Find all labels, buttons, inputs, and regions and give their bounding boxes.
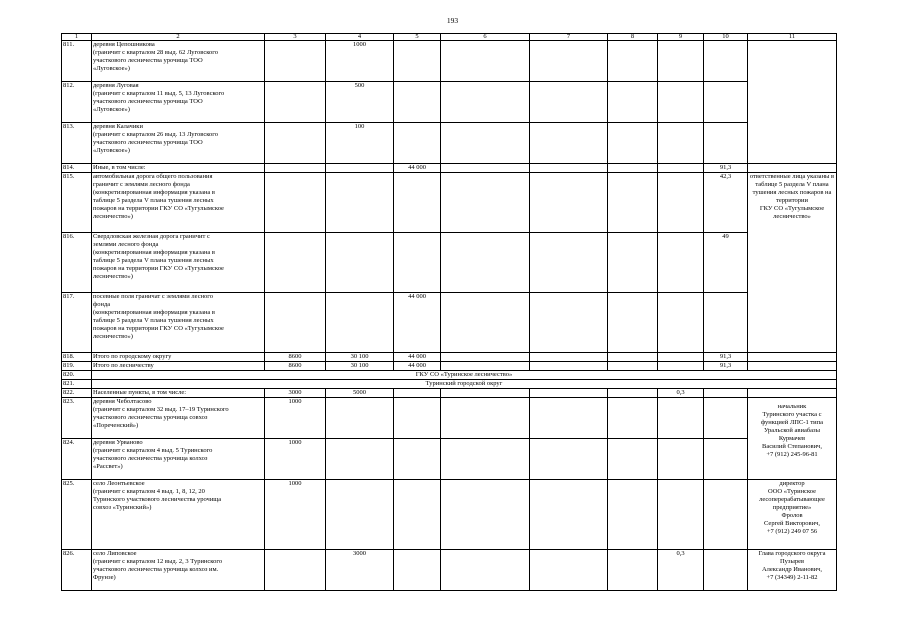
cell: 1000 (265, 439, 326, 480)
cell: 44 000 (394, 353, 441, 362)
cell (394, 389, 441, 398)
contact-line: тушения лесных пожаров на (752, 188, 832, 196)
description-line: таблице 5 раздела V плана тушения лесных (93, 316, 214, 324)
cell (704, 293, 748, 353)
cell (748, 41, 837, 164)
row-description (92, 398, 265, 439)
cell (608, 480, 658, 550)
header-cell: 4 (326, 34, 394, 41)
row-number: 817. (62, 293, 92, 353)
cell (441, 82, 530, 123)
section-title: Туринский городской округ (92, 380, 837, 389)
cell: 5000 (326, 389, 394, 398)
cell (530, 41, 608, 82)
cell (748, 353, 837, 362)
cell (265, 550, 326, 591)
description-line: (граничит с кварталом 32 выд. 17–19 Туринского (93, 405, 229, 413)
cell (530, 123, 608, 164)
cell (265, 293, 326, 353)
cell (658, 82, 704, 123)
description-line: село Липовское (93, 550, 137, 557)
description-line: участкового лесничества урочища колхоз им. (93, 565, 219, 573)
cell (704, 550, 748, 591)
description-line: (граничит с кварталом 26 выд. 13 Луговского (93, 130, 219, 138)
section-row (62, 371, 837, 380)
row-number: 819. (62, 362, 92, 371)
description-line: Фрунзе) (93, 573, 116, 581)
cell (704, 82, 748, 123)
description-line: Итого по городскому округу (93, 353, 172, 360)
page-number: 193 (446, 16, 459, 25)
cell (394, 550, 441, 591)
description-line: деревня Луговая (93, 82, 139, 89)
header-cell: 8 (608, 34, 658, 41)
row-number: 826. (62, 550, 92, 591)
row-number: 825. (62, 480, 92, 550)
description-line: деревня Цепошникова (93, 41, 155, 48)
cell: 0,3 (658, 550, 704, 591)
cell (441, 164, 530, 173)
column-number-header (62, 34, 837, 41)
row-number: 823. (62, 398, 92, 439)
cell: 1000 (265, 398, 326, 439)
cell (530, 233, 608, 293)
cell (441, 293, 530, 353)
cell (441, 439, 530, 480)
row-number: 812. (62, 82, 92, 123)
cell: 91,3 (704, 164, 748, 173)
contact-line: Туринского участка с (762, 410, 822, 418)
table-row (62, 82, 837, 123)
description-line: Итого по лесничеству (93, 362, 154, 369)
cell (265, 173, 326, 233)
row-description (92, 164, 265, 173)
cell: 44 000 (394, 293, 441, 353)
header-cell: 5 (394, 34, 441, 41)
description-line: лесничество») (93, 332, 133, 340)
fire-plan-table (61, 33, 837, 591)
cell (441, 398, 530, 439)
cell (326, 480, 394, 550)
description-line: автомобильная дорога общего пользования (93, 173, 213, 180)
table-row (62, 480, 837, 550)
cell (658, 173, 704, 233)
row-number: 813. (62, 123, 92, 164)
row-description (92, 389, 265, 398)
description-line: деревня Чеболтасово (93, 398, 152, 405)
contact-line: директор (779, 480, 805, 487)
header-cell: 10 (704, 34, 748, 41)
contact-line: Сергей Викторович, (764, 519, 820, 527)
section-row (62, 380, 837, 389)
description-line: село Леонтьевское (93, 480, 145, 487)
cell: 30 100 (326, 353, 394, 362)
cell (748, 164, 837, 173)
cell (608, 362, 658, 371)
header-cell: 3 (265, 34, 326, 41)
description-line: (граничит с кварталом 4 выд. 5 Туринского (93, 446, 213, 454)
cell (658, 480, 704, 550)
description-line: фонда (93, 300, 111, 308)
cell (394, 41, 441, 82)
cell (658, 164, 704, 173)
cell: 91,3 (704, 353, 748, 362)
contact-line: Фролов (781, 511, 803, 519)
cell (394, 173, 441, 233)
description-line: «Рассвет») (93, 462, 123, 470)
contact-line: Пузырев (779, 557, 805, 565)
description-line: лесничество») (93, 212, 133, 220)
cell (441, 480, 530, 550)
table-row (62, 123, 837, 164)
responsible-contact (748, 173, 837, 353)
row-number: 816. (62, 233, 92, 293)
cell (608, 293, 658, 353)
description-line: Свердловская железная дорога граничит с (93, 233, 210, 240)
header-cell: 9 (658, 34, 704, 41)
contact-line: лесоперерабатывающее (759, 495, 825, 503)
cell (658, 293, 704, 353)
responsible-contact (748, 480, 837, 550)
cell (658, 362, 704, 371)
cell: 3000 (265, 389, 326, 398)
description-line: (граничит с кварталом 4 выд. 1, 8, 12, 20 (93, 487, 205, 495)
contact-line: +7 (912) 249 07 56 (766, 527, 818, 535)
contact-line: ответственные лица указаны в (749, 173, 835, 180)
description-line: участкового лесничества урочища колхоз (93, 454, 208, 462)
cell (441, 353, 530, 362)
table-row (62, 173, 837, 233)
description-line: деревня Урваново (93, 439, 143, 446)
cell (441, 389, 530, 398)
description-line: участкового лесничества урочища ТОО (93, 56, 203, 64)
description-line: пожаров на территории ГКУ СО «Тугулымское (93, 204, 224, 212)
row-number: 818. (62, 353, 92, 362)
description-line: таблице 5 раздела V плана тушения лесных (93, 196, 214, 204)
cell (326, 164, 394, 173)
cell (441, 362, 530, 371)
contact-line: +7 (912) 245-96-81 (766, 450, 818, 458)
cell (704, 480, 748, 550)
contact-line: таблице 5 раздела V плана (755, 180, 829, 188)
cell (394, 82, 441, 123)
cell (530, 550, 608, 591)
responsible-contact (748, 550, 837, 591)
cell (265, 82, 326, 123)
cell (608, 123, 658, 164)
cell: 8600 (265, 362, 326, 371)
description-line: «Пореченский») (93, 421, 139, 429)
description-line: (конкретизированная информация указана в (93, 188, 216, 196)
cell: 91,3 (704, 362, 748, 371)
row-number: 814. (62, 164, 92, 173)
cell (530, 82, 608, 123)
contact-line: Уральской авиабазы (764, 426, 820, 434)
cell (748, 362, 837, 371)
cell (394, 439, 441, 480)
cell: 500 (326, 82, 394, 123)
cell (265, 41, 326, 82)
cell (658, 233, 704, 293)
cell (608, 82, 658, 123)
table-row (62, 41, 837, 82)
row-description (92, 353, 265, 362)
cell (704, 398, 748, 439)
cell (326, 293, 394, 353)
table-row (62, 389, 837, 398)
cell (530, 173, 608, 233)
table-row (62, 233, 837, 293)
cell (394, 233, 441, 293)
cell (608, 398, 658, 439)
cell (441, 550, 530, 591)
description-line: (граничит с кварталом 28 выд. 62 Луговского (93, 48, 219, 56)
table-row (62, 362, 837, 371)
cell: 0,3 (658, 389, 704, 398)
cell: 8600 (265, 353, 326, 362)
row-description (92, 480, 265, 550)
contact-line: Василий Степанович, (762, 442, 822, 450)
cell (658, 439, 704, 480)
cell: 3000 (326, 550, 394, 591)
cell (704, 41, 748, 82)
row-description (92, 233, 265, 293)
description-line: Туринского участкового лесничества урочища (93, 495, 222, 503)
description-line: лесничество») (93, 272, 133, 280)
cell (265, 164, 326, 173)
header-cell: 2 (92, 34, 265, 41)
table-row (62, 439, 837, 480)
header-cell: 6 (441, 34, 530, 41)
header-cell: 7 (530, 34, 608, 41)
row-number: 821. (62, 380, 92, 389)
responsible-contact (748, 398, 837, 480)
cell (326, 439, 394, 480)
description-line: пожаров на территории ГКУ СО «Тугулымское (93, 324, 224, 332)
cell: 44 000 (394, 362, 441, 371)
description-line: (граничит с кварталом 11 выд. 5, 13 Луговского (93, 89, 225, 97)
table-row (62, 164, 837, 173)
cell (326, 173, 394, 233)
description-line: посевные поля граничат с землями лесного (93, 293, 214, 300)
cell (658, 123, 704, 164)
cell (394, 123, 441, 164)
description-line: (граничит с кварталом 12 выд. 2, 3 Туринского (93, 557, 223, 565)
header-cell: 11 (748, 34, 837, 41)
cell (265, 123, 326, 164)
description-line: Иные, в том числе: (93, 164, 146, 171)
description-line: деревня Калачики (93, 123, 143, 130)
description-line: участкового лесничества урочища ТОО (93, 97, 203, 105)
cell: 1000 (265, 480, 326, 550)
cell (530, 398, 608, 439)
cell (608, 41, 658, 82)
row-description (92, 173, 265, 233)
cell (608, 164, 658, 173)
contact-line: ООО «Туринское (768, 487, 816, 495)
contact-line: лесничество» (773, 212, 811, 220)
description-line: (конкретизированная информация указана в (93, 248, 216, 256)
contact-line: Александр Иванович, (761, 565, 823, 573)
cell: 100 (326, 123, 394, 164)
cell (748, 389, 837, 398)
cell (608, 439, 658, 480)
row-description (92, 293, 265, 353)
cell: 1000 (326, 41, 394, 82)
cell (608, 233, 658, 293)
description-line: участкового лесничества урочища ТОО (93, 138, 203, 146)
row-number: 815. (62, 173, 92, 233)
cell (608, 353, 658, 362)
cell (658, 353, 704, 362)
row-description (92, 82, 265, 123)
cell: 44 000 (394, 164, 441, 173)
cell (394, 480, 441, 550)
table-row (62, 398, 837, 439)
cell (530, 293, 608, 353)
cell (441, 123, 530, 164)
description-line: совхоз «Туринский») (93, 503, 152, 511)
cell (265, 233, 326, 293)
cell (658, 41, 704, 82)
cell (326, 398, 394, 439)
cell: 42,3 (704, 173, 748, 233)
contact-line: предприятие» (772, 503, 812, 511)
description-line: «Луговское») (93, 64, 130, 72)
cell (441, 173, 530, 233)
row-description (92, 439, 265, 480)
cell (704, 123, 748, 164)
cell (658, 398, 704, 439)
contact-line: Глава городского округа (758, 550, 826, 557)
cell (608, 389, 658, 398)
row-number: 811. (62, 41, 92, 82)
table-row (62, 550, 837, 591)
row-description (92, 550, 265, 591)
cell (441, 41, 530, 82)
header-cell: 1 (62, 34, 92, 41)
row-number: 820. (62, 371, 92, 380)
description-line: Населенные пункты, в том числе: (93, 389, 187, 396)
contact-line: +7 (34349) 2-11-82 (766, 573, 818, 581)
contact-line: функцией ЛПС-1 типа (760, 418, 824, 426)
cell: 49 (704, 233, 748, 293)
description-line: «Луговское») (93, 146, 130, 154)
description-line: (конкретизированная информация указана в (93, 308, 216, 316)
cell (326, 233, 394, 293)
cell (704, 389, 748, 398)
table-row (62, 353, 837, 362)
cell (608, 173, 658, 233)
contact-line: территории (776, 196, 808, 204)
cell (441, 233, 530, 293)
description-line: граничит с землями лесного фонда (93, 180, 190, 188)
table-row (62, 293, 837, 353)
row-description (92, 123, 265, 164)
contact-line: ГКУ СО «Тугулымское (759, 204, 825, 212)
row-number: 824. (62, 439, 92, 480)
row-description (92, 41, 265, 82)
cell (608, 550, 658, 591)
contact-line: Курмачев (778, 434, 806, 442)
description-line: «Луговское») (93, 105, 130, 113)
cell (394, 398, 441, 439)
cell (530, 164, 608, 173)
cell (530, 362, 608, 371)
description-line: таблице 5 раздела V плана тушения лесных (93, 256, 214, 264)
cell: 30 100 (326, 362, 394, 371)
cell (530, 353, 608, 362)
contact-line: начальник (777, 403, 807, 410)
section-title: ГКУ СО «Туринское лесничество» (92, 371, 837, 380)
description-line: землями лесного фонда (93, 240, 159, 248)
cell (530, 389, 608, 398)
description-line: участкового лесничества урочища совхоз (93, 413, 208, 421)
row-description (92, 362, 265, 371)
cell (530, 480, 608, 550)
cell (530, 439, 608, 480)
description-line: пожаров на территории ГКУ СО «Тугулымское (93, 264, 224, 272)
cell (704, 439, 748, 480)
row-number: 822. (62, 389, 92, 398)
